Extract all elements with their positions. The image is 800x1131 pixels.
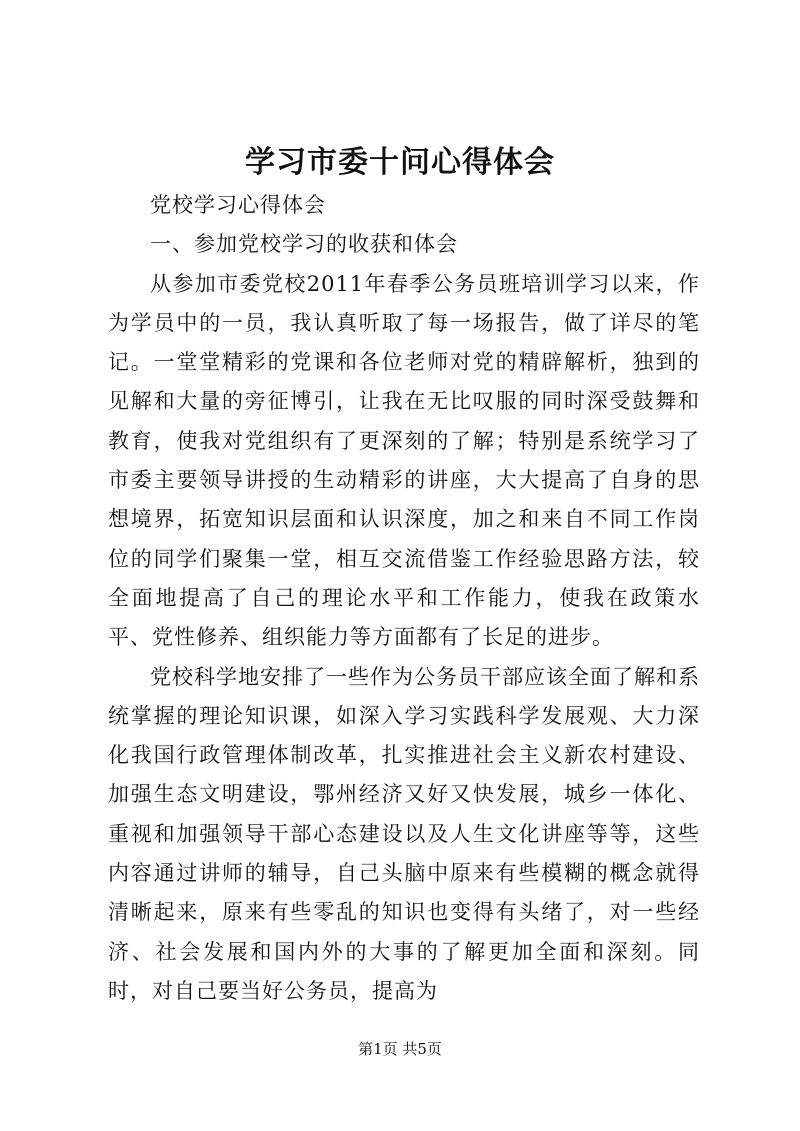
document-title: 学习市委十问心得体会 [245,145,555,180]
page-number-footer: 第1页 共5页 [358,1040,442,1058]
paragraph-body: 从参加市委党校2011年春季公务员班培训学习以来，作为学员中的一员，我认真听取了每一场报告，做了详尽的笔记。一堂堂精彩的党课和各位老师对党的精辟解析，独到的见解和大量的旁征博引，让我在无比叹服的同时深受鼓舞和教育，使我对党组织有了更深刻的了解；特别是系统学习了市委主要领导讲授的生动精彩的讲座，大大提高了自身的思想境界，拓宽知识层面和认识深度，加之和来自不同工作岗位的同学们聚集一堂，相互交流借鉴工作经验思路方法，较全面地提高了自己的理论水平和工作能力，使我在政策水平、党性修养、组织能力等方面都有了长足的进步。 [108,271,700,650]
paragraph-section-heading: 一、参加党校学习的收获和体会 [150,232,458,257]
paragraph-body: 党校科学地安排了一些作为公务员干部应该全面了解和系统掌握的理论知识课，如深入学习实践科学发展观、大力深化我国行政管理体制改革，扎实推进社会主义新农村建设、加强生态文明建设，鄂州经济又好又快发展，城乡一体化、重视和加强领导干部心态建设以及人生文化讲座等等，这些内容通过讲师的辅导，自己头脑中原来有些模糊的概念就得清晰起来，原来有些零乱的知识也变得有头绪了，对一些经济、社会发展和国内外的大事的了解更加全面和深刻。同时，对自己要当好公务员，提高为 [108,664,700,1003]
paragraph-subtitle: 党校学习心得体会 [150,193,326,217]
document-body [108,186,700,1011]
